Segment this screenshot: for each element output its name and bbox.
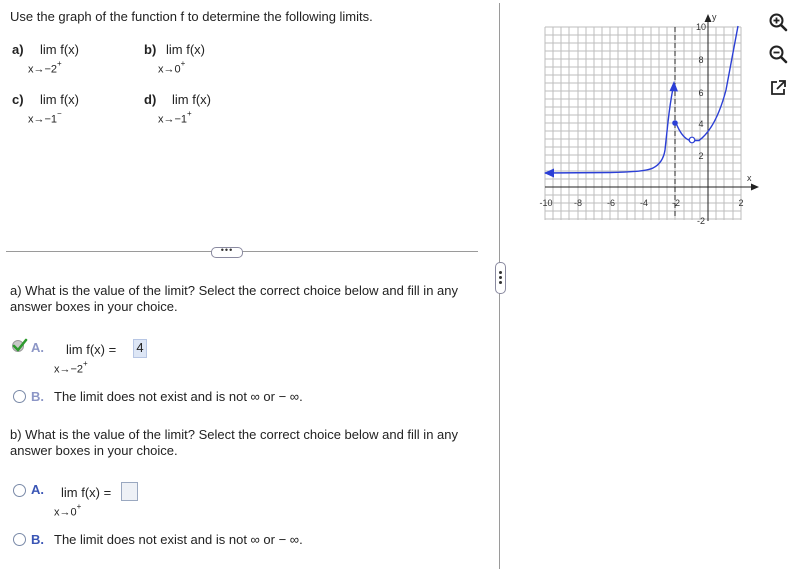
- graph-gridlines: [545, 27, 744, 220]
- zoom-in-icon[interactable]: [768, 12, 788, 32]
- y-tick-label: 10: [695, 22, 707, 32]
- question-b-prompt: b) What is the value of the limit? Select the correct choice below and fill in any answer boxes in your choice.: [10, 427, 458, 458]
- x-tick-label: -2: [671, 198, 681, 208]
- more-icon[interactable]: •••: [211, 247, 243, 258]
- part-d-approach: x→−1+: [158, 109, 192, 126]
- x-axis-label: x: [747, 173, 752, 183]
- part-a-label: a): [12, 42, 24, 57]
- x-tick-label: -4: [639, 198, 649, 208]
- question-b-answer-box[interactable]: [121, 482, 138, 501]
- question-b-option-a-approach: x→0+: [54, 502, 82, 519]
- question-b-option-a-expr: lim f(x) =: [61, 485, 112, 500]
- part-c-approach: x→−1−: [28, 109, 62, 126]
- y-tick-label: 2: [698, 151, 704, 161]
- x-tick-label: 2: [738, 198, 744, 208]
- y-tick-label: -2: [696, 216, 706, 226]
- closed-point: [672, 120, 678, 126]
- part-a-approach: x→−2+: [28, 59, 62, 76]
- y-tick-label: 4: [698, 119, 704, 129]
- question-b-option-b-letter: B.: [31, 532, 44, 547]
- question-a-option-b-letter: B.: [31, 389, 44, 404]
- popout-icon[interactable]: [768, 78, 788, 98]
- part-b-label: b): [144, 42, 157, 57]
- part-c-expr: lim f(x): [40, 92, 79, 107]
- y-axis-label: y: [712, 12, 717, 22]
- instruction-text: Use the graph of the function f to determine the following limits.: [10, 9, 373, 24]
- question-a-option-a-expr: lim f(x) =: [66, 342, 117, 357]
- y-tick-label: 6: [698, 88, 704, 98]
- question-a-option-b-radio[interactable]: [13, 390, 26, 403]
- question-a-prompt: a) What is the value of the limit? Select the correct choice below and fill in any answer boxes in your choice.: [10, 283, 458, 314]
- question-b-option-b-radio[interactable]: [13, 533, 26, 546]
- question-a-option-b-text[interactable]: The limit does not exist and is not ∞ or − ∞.: [54, 389, 303, 404]
- part-d-label: d): [144, 92, 157, 107]
- part-d-expr: lim f(x): [172, 92, 211, 107]
- question-a-answer-box[interactable]: 4: [133, 339, 147, 358]
- question-b-option-b-text[interactable]: The limit does not exist and is not ∞ or − ∞.: [54, 532, 303, 547]
- part-c-label: c): [12, 92, 24, 107]
- part-a-expr: lim f(x): [40, 42, 79, 57]
- function-graph: [530, 8, 762, 230]
- open-point: [689, 137, 695, 143]
- question-b-option-a-radio[interactable]: [13, 484, 26, 497]
- part-b-approach: x→0+: [158, 59, 186, 76]
- question-a-option-a-letter: A.: [31, 340, 44, 355]
- check-icon: [11, 338, 33, 354]
- x-tick-label: -8: [573, 198, 583, 208]
- graph-axes: [545, 14, 759, 221]
- splitter-handle[interactable]: [495, 262, 506, 294]
- zoom-out-icon[interactable]: [768, 44, 788, 64]
- question-a-option-a-approach: x→−2+: [54, 359, 88, 376]
- x-tick-label: -10: [539, 198, 553, 208]
- part-b-expr: lim f(x): [166, 42, 205, 57]
- question-b-option-a-letter: A.: [31, 482, 44, 497]
- y-tick-label: 8: [698, 55, 704, 65]
- x-tick-label: -6: [606, 198, 616, 208]
